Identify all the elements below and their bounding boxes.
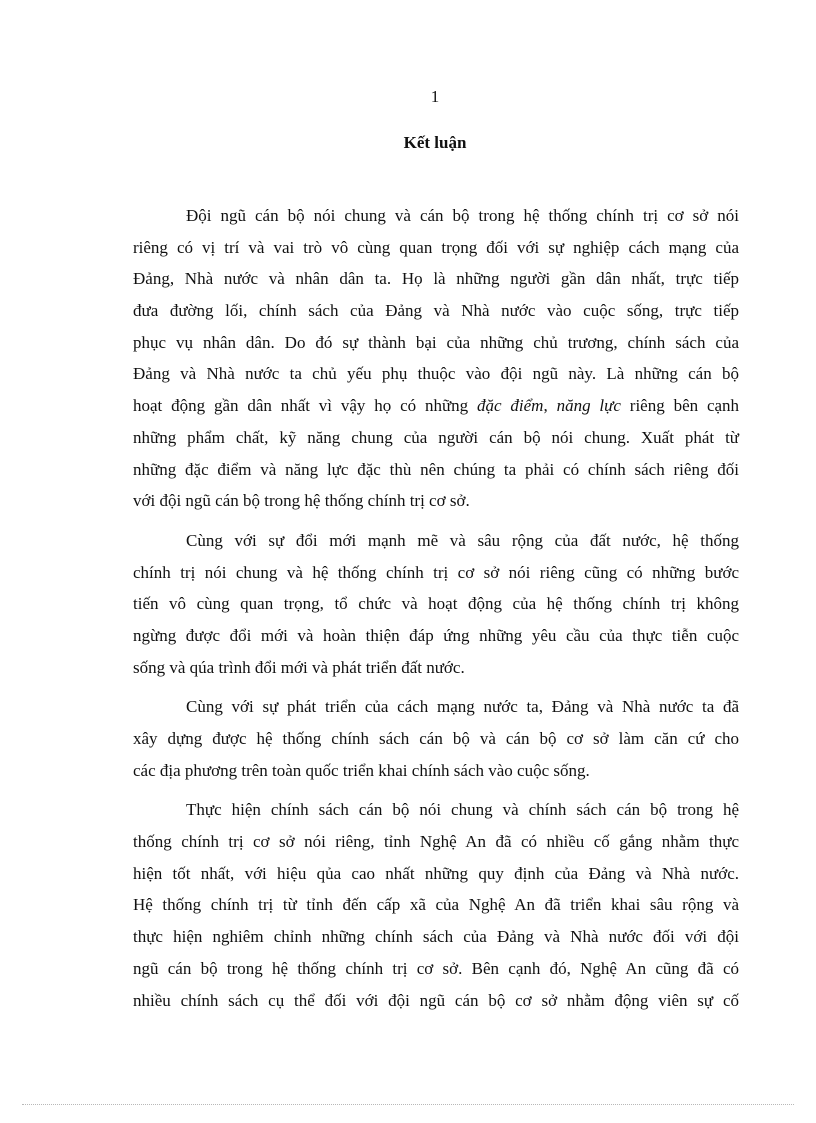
paragraph-line: tiến vô cùng quan trọng, tổ chức và hoạt động của hệ thống chính trị không [133,594,739,614]
emphasis-text: đặc điểm [477,396,544,416]
emphasis-text: năng lực [556,396,621,416]
page-number: 1 [430,87,440,106]
paragraph-line: phục vụ nhân dân. Do đó sự thành bại của những chủ trương, chính sách của [133,332,739,352]
paragraph-line: Đội ngũ cán bộ nói chung và cán bộ trong hệ thống chính trị cơ sở nói [186,206,739,225]
paragraph-line-with-emphasis [133,390,739,422]
document-body [133,200,739,1016]
paragraph-line: Hệ thống chính trị từ tỉnh đến cấp xã của Nghệ An đã triển khai sâu rộng và [133,895,739,915]
paragraph-line: Cùng với sự đổi mới mạnh mẽ và sâu rộng của đất nước, hệ thống [186,530,739,550]
paragraph-line: với đội ngũ cán bộ trong hệ thống chính trị cơ sở. [133,491,470,511]
paragraph-line: ngũ cán bộ trong hệ thống chính trị cơ sở. Bên cạnh đó, Nghệ An cũng đã có [133,958,739,978]
paragraph-line: đưa đường lối, chính sách của Đảng và Nhà nước vào cuộc sống, trực tiếp [133,301,739,321]
paragraph-line: ngừng được đổi mới và hoàn thiện đáp ứng những yêu cầu của thực tiễn cuộc [133,625,739,645]
page-bottom-divider [22,1104,794,1105]
document-title: Kết luận [403,133,467,152]
paragraph-line: những đặc điểm và năng lực đặc thù nên chúng ta phải có chính sách riêng đối [133,459,739,479]
paragraph-line: Đảng và Nhà nước ta chủ yếu phụ thuộc vào đội ngũ này. Là những cán bộ [133,364,739,384]
paragraph-line: các địa phương trên toàn quốc triển khai chính sách vào cuộc sống. [133,760,590,780]
paragraph-1 [133,200,739,517]
paragraph-4 [133,794,739,1016]
paragraph-line: nhiều chính sách cụ thể đối với đội ngũ cán bộ cơ sở nhằm động viên sự cố [133,990,739,1010]
paragraph-line: xây dựng được hệ thống chính sách cán bộ và cán bộ cơ sở làm căn cứ cho [133,729,739,748]
paragraph-line: riêng có vị trí và vai trò vô cùng quan trọng đối với sự nghiệp cách mạng của [133,237,739,257]
paragraph-line: chính trị nói chung và hệ thống chính trị cơ sở nói riêng cũng có những bước [133,562,739,582]
paragraph-line: thống chính trị cơ sở nói riêng, tỉnh Nghệ An đã có nhiều cố gắng nhằm thực [133,832,739,852]
paragraph-line: sống và qúa trình đổi mới và phát triển đất nước. [133,657,465,677]
paragraph-2 [133,525,739,683]
line-text: riêng bên cạnh [629,396,740,416]
paragraph-line: hiện tốt nhất, với hiệu qủa cao nhất những quy định của Đảng và Nhà nước. [133,863,739,883]
line-text: , [543,396,548,416]
paragraph-line: Đảng, Nhà nước và nhân dân ta. Họ là những người gần dân nhất, trực tiếp [133,269,739,289]
paragraph-3 [133,691,739,786]
paragraph-line: những phẩm chất, kỹ năng chung của người cán bộ nói chung. Xuất phát từ [133,427,739,447]
line-text: hoạt động gần dân nhất vì vậy họ có những [133,396,469,416]
paragraph-line: thực hiện nghiêm chỉnh những chính sách của Đảng và Nhà nước đối với đội [133,927,739,947]
paragraph-line: Cùng với sự phát triển của cách mạng nước ta, Đảng và Nhà nước ta đã [186,697,739,717]
paragraph-line: Thực hiện chính sách cán bộ nói chung và chính sách cán bộ trong hệ [186,800,739,820]
